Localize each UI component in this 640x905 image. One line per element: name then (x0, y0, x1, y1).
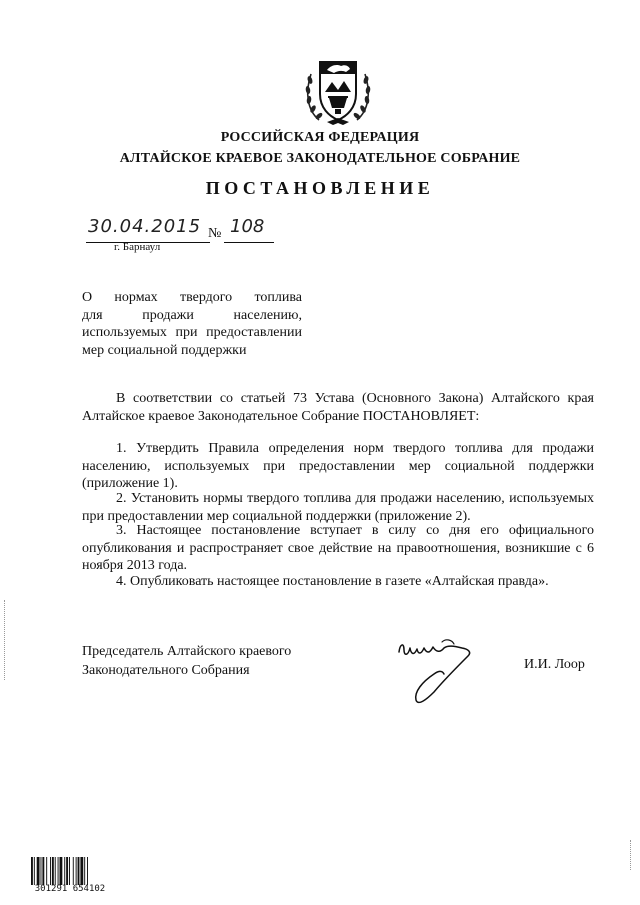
barcode-bar (55, 857, 56, 885)
barcode-bar (76, 857, 77, 885)
barcode-bar (78, 857, 80, 885)
handwritten-signature-icon (396, 634, 476, 710)
barcode-bar (66, 857, 68, 885)
barcode-icon (30, 857, 110, 885)
subject-line: мер социальной поддержки (82, 342, 247, 358)
barcode-bar (52, 857, 54, 885)
subject-line: для продажи населению, (82, 307, 302, 323)
subject-line: О нормах твердого топлива (82, 290, 302, 305)
preamble-paragraph: В соответствии со статьей 73 Устава (Основного Закона) Алтайского края Алтайское краевое Законодательное Собрание ПОСТАНОВЛЯЕТ: (82, 391, 594, 424)
resolution-item-1: 1. Утвердить Правила определения норм твердого топлива для продажи населению, используемых при предоставлении мер социальной поддержки (приложение 1). (82, 441, 594, 491)
city: г. Барнаул (114, 241, 161, 253)
barcode-bar (87, 857, 88, 885)
number-sign: № (208, 226, 222, 241)
resolution-item-4: 4. Опубликовать настоящее постановление в газете «Алтайская правда». (116, 574, 549, 589)
barcode-bar (50, 857, 51, 885)
barcode-bar (69, 857, 70, 885)
barcode-bar (58, 857, 59, 885)
handwritten-date: 30.04.2015 (88, 216, 202, 237)
barcode-bar (64, 857, 65, 885)
barcode-bar (34, 857, 35, 885)
subject-line: используемых при предоставлении (82, 325, 302, 340)
barcode-bar (37, 857, 40, 885)
barcode-bar (46, 857, 47, 885)
header-country: РОССИЙСКАЯ ФЕДЕРАЦИЯ (220, 130, 420, 145)
barcode-bar (41, 857, 42, 885)
barcode (30, 857, 110, 897)
barcode-bar (31, 857, 33, 885)
barcode-bar (84, 857, 85, 885)
resolution-item-2: 2. Установить нормы твердого топлива для продажи населению, используемых при предоставлении мер социальной поддержки (приложение 2). (82, 491, 594, 524)
resolution-item-3: 3. Настоящее постановление вступает в силу со дня его официального опубликования и распространяет свое действие на правоотношения, возникшие с 6 ноября 2013 года. (82, 523, 594, 573)
barcode-number: 301291 654102 (34, 884, 106, 894)
barcode-bar (80, 857, 83, 885)
barcode-bar (60, 857, 63, 885)
scan-edge-left (4, 600, 6, 680)
signer-name: И.И. Лоор (524, 657, 585, 672)
signer-title-line: Законодательного Собрания (82, 663, 250, 678)
signer-title (82, 642, 291, 680)
signer-title-line: Председатель Алтайского краевого (82, 644, 292, 659)
barcode-bar (73, 857, 74, 885)
document-type-title: ПОСТАНОВЛЕНИЕ (205, 178, 435, 198)
header-assembly: АЛТАЙСКОЕ КРАЕВОЕ ЗАКОНОДАТЕЛЬНОЕ СОБРАНИЕ (119, 151, 521, 166)
coat-of-arms-icon (301, 52, 375, 128)
scan-edge-right (630, 840, 632, 870)
handwritten-number: 108 (230, 216, 265, 237)
document-subject (82, 289, 302, 359)
barcode-bar (42, 857, 44, 885)
